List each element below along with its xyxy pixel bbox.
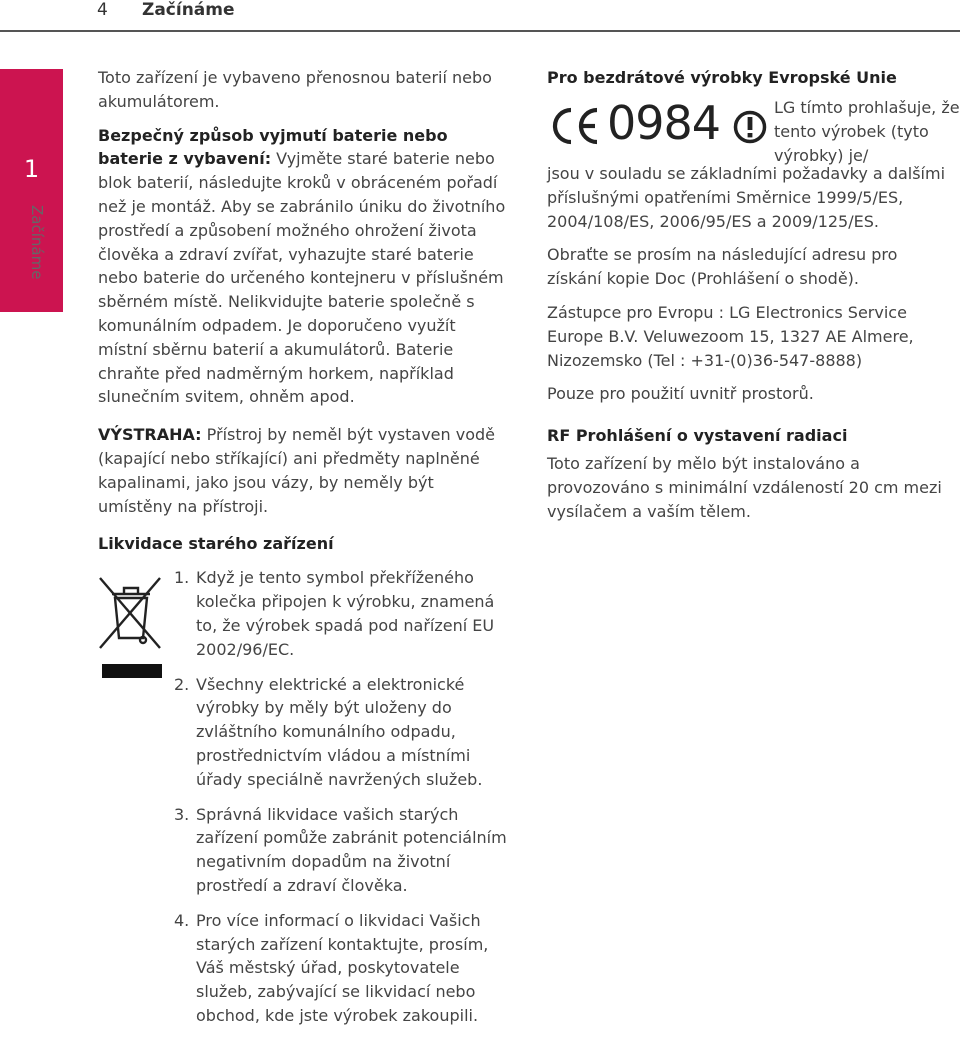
- right-column: [547, 66, 960, 524]
- left-column: [98, 66, 508, 1039]
- doc-request-text: Obraťte se prosím na následující adresu pro získání kopie Doc (Prohlášení o shodě).: [547, 245, 898, 289]
- eu-representative-text: Zástupce pro Evropu : LG Electronics Service Europe B.V. Veluwezoom 15, 1327 AE Almere, Nizozemsko (Tel : +31-(0)36-547-8888): [547, 302, 914, 370]
- eu-wireless-heading: Pro bezdrátové výrobky Evropské Unie: [547, 68, 897, 87]
- page-number: 4: [97, 0, 108, 20]
- battery-removal-text: Vyjměte staré baterie nebo blok baterií, následujte kroků v obráceném pořadí než je montáž. Aby se zabránilo úniku do životního prostředí a způsobení možného ohrožení života člověka a zdraví zvířat, vyhazujte staré baterie nebo baterie do určeného kontejneru v příslušném sběrném místě. Nelikvidujte baterie společně s komunálním odpadem. Je doporučeno využít místní sběrnu baterií a akumulátorů. Baterie chraňte před nadměrným horkem, například slunečním svitem, ohněm apod.: [98, 149, 506, 407]
- chapter-tab-label: Začínáme: [28, 205, 46, 280]
- battery-removal-heading: Bezpečný způsob vyjmutí baterie nebo baterie z vybavení:: [98, 125, 448, 169]
- list-item: 4. Pro více informací o likvidaci Vašich starých zařízení kontaktujte, prosím, Váš městský úřad, poskytovatele služeb, zabývající se likvidací nebo obchod, kde jste výrobek zakoupili.: [174, 910, 489, 1025]
- list-item: 2. Všechny elektrické a elektronické výrobky by měly být uloženy do zvláštního komunálního odpadu, prostřednictvím vládou a místními úřady speciálně navržených služeb.: [174, 674, 483, 789]
- battery-removal-paragraph: [98, 124, 508, 410]
- list-item: 1. Když je tento symbol překříženého kolečka připojen k výrobku, znamená to, že výrobek spadá pod nařízení EU 2002/96/EC.: [174, 568, 495, 659]
- disposal-section: [98, 566, 508, 1027]
- ce-mark-icon: [547, 104, 601, 148]
- rf-heading: RF Prohlášení o vystavení radiaci: [547, 426, 848, 446]
- ce-declaration-continued: jsou v souladu se základními požadavky a dalšími příslušnými opatřeními Směrnice 1999/5/ES, 2004/108/ES, 2006/95/ES a 2009/125/ES.: [547, 164, 946, 231]
- crossed-bin-icon: [98, 576, 164, 680]
- page-header: [0, 0, 960, 32]
- alert-circle-icon: [733, 110, 767, 144]
- warning-text: Přístroj by neměl být vystaven vodě (kapající nebo stříkající) ani předměty naplněné kapalinami, jako jsou vázy, by neměly být umístěny na přístroji.: [98, 425, 495, 516]
- ce-declaration-text: LG tímto prohlašuje, že tento výrobek (tyto výrobky) je/: [774, 98, 960, 165]
- battery-intro: Toto zařízení je vybaveno přenosnou baterií nebo akumulátorem.: [98, 68, 492, 111]
- chapter-tab-number: 1: [23, 155, 40, 183]
- list-item: 3. Správná likvidace vašich starých zařízení pomůže zabránit potenciálním negativním dopadům na životní prostředí a zdraví člověka.: [174, 804, 507, 895]
- warning-heading: VÝSTRAHA:: [98, 425, 202, 445]
- disposal-list: [174, 566, 508, 1027]
- ce-declaration: [547, 96, 960, 165]
- warning-paragraph: [98, 423, 508, 518]
- header-rule: [0, 30, 960, 32]
- chapter-title: Začínáme: [142, 0, 235, 20]
- disposal-heading: Likvidace starého zařízení: [98, 534, 334, 554]
- notified-body-number: 0984: [607, 96, 721, 150]
- indoor-use-text: Pouze pro použití uvnitř prostorů.: [547, 384, 814, 404]
- rf-text: Toto zařízení by mělo být instalováno a provozováno s minimální vzdáleností 20 cm mezi vysílačem a vaším tělem.: [547, 454, 942, 521]
